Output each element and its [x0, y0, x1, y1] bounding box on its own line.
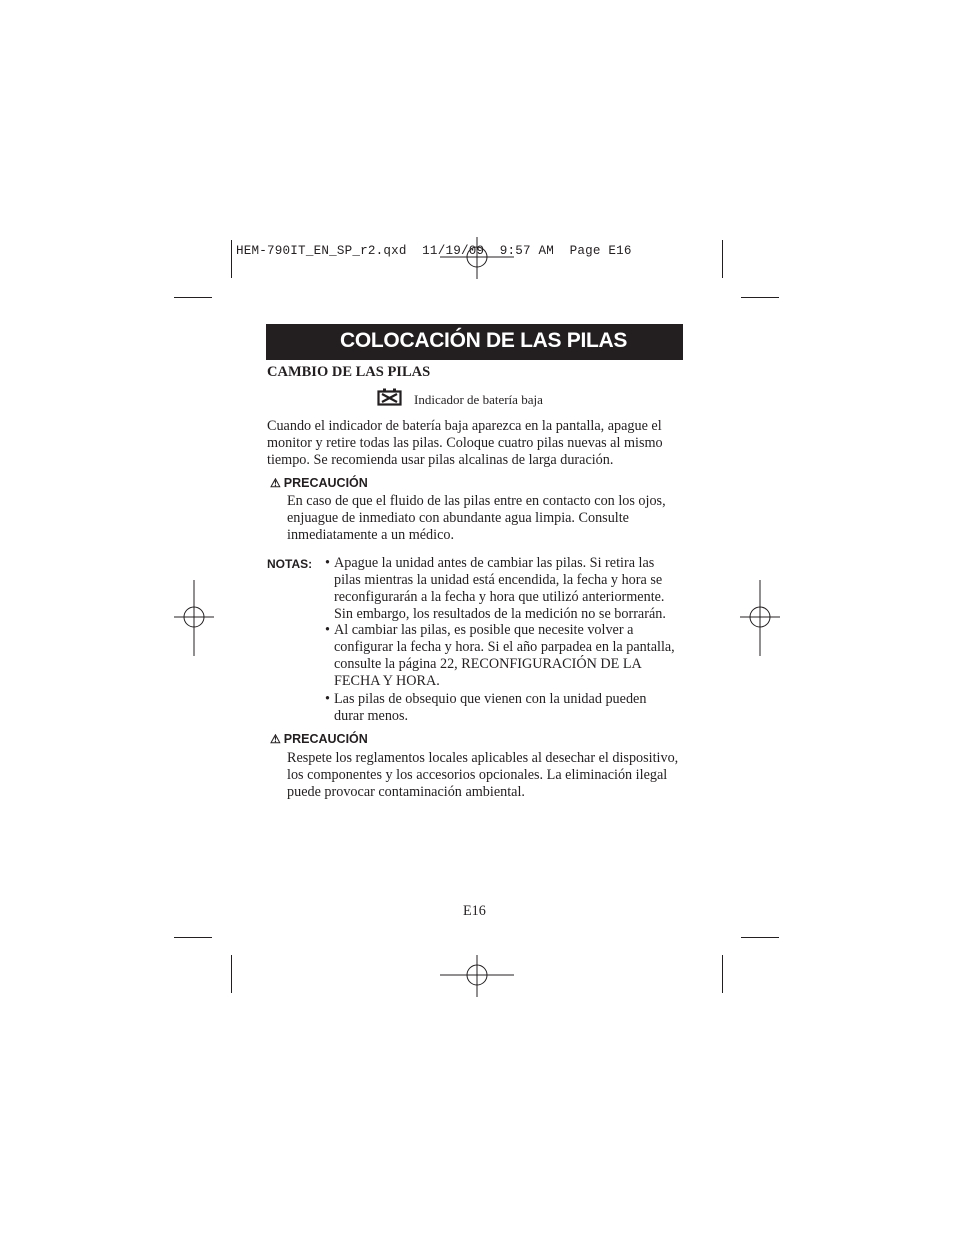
bullet-marker: •	[325, 555, 330, 571]
text-line: En caso de que el fluido de las pilas entre en contacto con los ojos,	[287, 493, 666, 509]
text-line: monitor y retire todas las pilas. Coloque cuatro pilas nuevas al mismo	[267, 435, 663, 451]
crop-mark	[741, 297, 779, 298]
page-title: COLOCACIÓN DE LAS PILAS	[340, 329, 628, 352]
crop-mark	[174, 297, 212, 298]
registration-mark-icon	[174, 580, 214, 656]
intro-paragraph	[267, 418, 663, 469]
text-line: consulte la página 22, RECONFIGURACIÓN DE LA	[334, 656, 642, 672]
section-title-bar	[266, 324, 683, 360]
text-line: reconfigurarán a la fecha y hora que utilizó anteriormente.	[334, 589, 665, 605]
text-line: Sin embargo, los resultados de la medición no se borrarán.	[334, 606, 666, 622]
crop-mark	[722, 240, 723, 278]
text-line: tiempo. Se recomienda usar pilas alcalinas de larga duración.	[267, 452, 614, 468]
text-line: enjuague de inmediato con abundante agua limpia. Consulte	[287, 510, 629, 526]
text-line: inmediatamente a un médico.	[287, 527, 455, 543]
crop-mark	[231, 955, 232, 993]
text-line: Cuando el indicador de batería baja aparezca en la pantalla, apague el	[267, 418, 662, 434]
battery-indicator-label: Indicador de batería baja	[414, 392, 543, 407]
bullet-marker: •	[325, 622, 330, 638]
crop-mark	[722, 955, 723, 993]
low-battery-icon	[377, 388, 403, 407]
caution-text	[287, 493, 666, 544]
notes-label: NOTAS:	[267, 557, 313, 571]
text-line: pilas mientras la unidad está encendida, la fecha y hora se	[334, 572, 663, 588]
text-line: durar menos.	[334, 708, 409, 724]
section-subheading: CAMBIO DE LAS PILAS	[267, 364, 431, 380]
caution-heading: ⚠ PRECAUCIÓN	[270, 732, 368, 746]
bullet-marker: •	[325, 691, 330, 707]
text-line: Las pilas de obsequio que vienen con la unidad pueden	[334, 691, 647, 707]
text-line: Apague la unidad antes de cambiar las pilas. Si retira las	[334, 555, 655, 571]
text-line: puede provocar contaminación ambiental.	[287, 784, 525, 800]
text-line: Al cambiar las pilas, es posible que necesite volver a	[334, 622, 634, 638]
text-line: los componentes y los accesorios opcionales. La eliminación ilegal	[287, 767, 668, 783]
text-line: FECHA Y HORA.	[334, 673, 440, 689]
registration-mark-icon	[740, 580, 780, 656]
crop-mark	[174, 937, 212, 938]
caution-text	[287, 750, 678, 801]
page-number: E16	[463, 903, 486, 919]
note-item	[334, 555, 666, 623]
registration-mark-icon	[440, 237, 514, 279]
caution-heading: ⚠ PRECAUCIÓN	[270, 476, 368, 490]
text-line: configurar la fecha y hora. Si el año parpadea en la pantalla,	[334, 639, 675, 655]
warning-triangle-icon: ⚠	[270, 476, 281, 490]
file-slug: HEM-790IT_EN_SP_r2.qxd 11/19/09 9:57 AM Page E16	[236, 244, 632, 258]
registration-mark-icon	[440, 955, 514, 997]
note-item	[334, 691, 646, 725]
warning-triangle-icon: ⚠	[270, 732, 281, 746]
text-line: Respete los reglamentos locales aplicables al desechar el dispositivo,	[287, 750, 679, 766]
note-item	[334, 622, 675, 690]
crop-mark	[741, 937, 779, 938]
crop-mark	[231, 240, 232, 278]
